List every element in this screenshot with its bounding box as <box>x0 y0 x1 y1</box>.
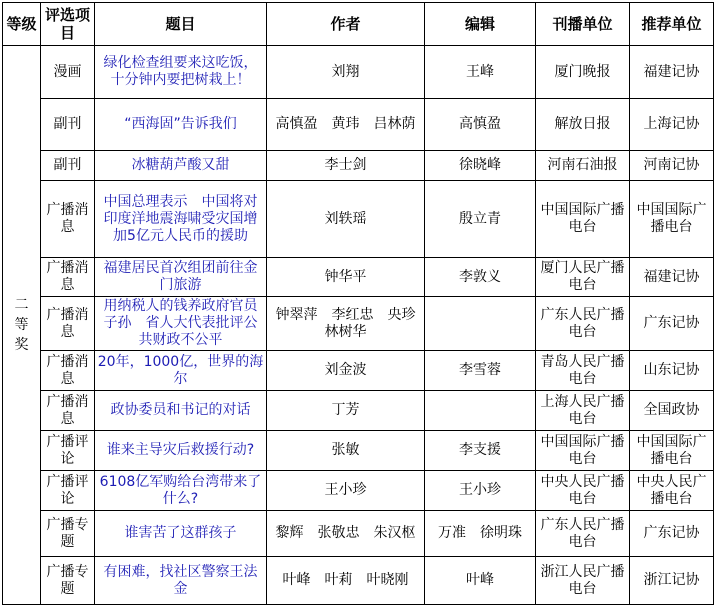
awards-table <box>2 2 714 605</box>
header-title: 题目 <box>95 3 267 46</box>
header-level: 等级 <box>3 3 41 46</box>
title-cell: 绿化检查组要来这吃饭，十分钟内要把树栽上！ <box>95 46 267 99</box>
category-cell: 广播消息 <box>41 258 95 297</box>
header-category: 评选项目 <box>41 3 95 46</box>
recommender-cell: 河南记协 <box>630 151 714 181</box>
table-row <box>3 258 714 297</box>
editor-cell: 殷立青 <box>425 181 536 258</box>
author-cell: 王小珍 <box>267 471 425 511</box>
title-cell: 有困难，找社区警察王法金 <box>95 557 267 605</box>
recommender-cell: 广东记协 <box>630 297 714 351</box>
category-cell: 广播消息 <box>41 181 95 258</box>
author-cell: 叶峰 叶莉 叶晓刚 <box>267 557 425 605</box>
table-row <box>3 351 714 391</box>
table-row <box>3 471 714 511</box>
publisher-cell: 青岛人民广播电台 <box>536 351 630 391</box>
recommender-cell: 福建记协 <box>630 258 714 297</box>
editor-cell: 叶峰 <box>425 557 536 605</box>
header-publisher: 刊播单位 <box>536 3 630 46</box>
table-row <box>3 151 714 181</box>
recommender-cell: 山东记协 <box>630 351 714 391</box>
category-cell: 副刊 <box>41 151 95 181</box>
publisher-cell: 广东人民广播电台 <box>536 511 630 557</box>
recommender-cell: 上海记协 <box>630 99 714 151</box>
category-cell: 广播消息 <box>41 351 95 391</box>
recommender-cell: 浙江记协 <box>630 557 714 605</box>
author-cell: 钟翠萍 李红忠 央珍 林树华 <box>267 297 425 351</box>
header-editor: 编辑 <box>425 3 536 46</box>
publisher-cell: 厦门晚报 <box>536 46 630 99</box>
table-row <box>3 297 714 351</box>
author-cell: 张敏 <box>267 431 425 471</box>
recommender-cell: 中央人民广播电台 <box>630 471 714 511</box>
title-cell: 中国总理表示 中国将对印度洋地震海啸受灾国增加5亿元人民币的援助 <box>95 181 267 258</box>
category-cell: 广播消息 <box>41 297 95 351</box>
table-row <box>3 431 714 471</box>
category-cell: 副刊 <box>41 99 95 151</box>
table-row <box>3 99 714 151</box>
table-row <box>3 511 714 557</box>
author-cell: 刘轶瑶 <box>267 181 425 258</box>
category-cell: 广播评论 <box>41 471 95 511</box>
editor-cell: 李雪蓉 <box>425 351 536 391</box>
editor-cell: 万准 徐明珠 <box>425 511 536 557</box>
editor-cell: 李敦义 <box>425 258 536 297</box>
author-cell: 刘翔 <box>267 46 425 99</box>
category-cell: 广播消息 <box>41 391 95 431</box>
recommender-cell: 中国国际广播电台 <box>630 181 714 258</box>
recommender-cell: 福建记协 <box>630 46 714 99</box>
publisher-cell: 中央人民广播电台 <box>536 471 630 511</box>
table-row <box>3 46 714 99</box>
editor-cell <box>425 391 536 431</box>
title-cell: 谁来主导灾后救援行动? <box>95 431 267 471</box>
editor-cell: 高慎盈 <box>425 99 536 151</box>
author-cell: 钟华平 <box>267 258 425 297</box>
title-cell: 6108亿军购给台湾带来了什么? <box>95 471 267 511</box>
award-level-cell <box>3 46 41 605</box>
publisher-cell: 广东人民广播电台 <box>536 297 630 351</box>
title-cell: 用纳税人的钱养政府官员子孙 省人大代表批评公共财政不公平 <box>95 297 267 351</box>
editor-cell: 李支援 <box>425 431 536 471</box>
title-cell: 20年，1000亿，世界的海尔 <box>95 351 267 391</box>
header-recommender: 推荐单位 <box>630 3 714 46</box>
editor-cell: 徐晓峰 <box>425 151 536 181</box>
publisher-cell: 中国国际广播电台 <box>536 181 630 258</box>
publisher-cell: 解放日报 <box>536 99 630 151</box>
recommender-cell: 广东记协 <box>630 511 714 557</box>
header-author: 作者 <box>267 3 425 46</box>
editor-cell: 王峰 <box>425 46 536 99</box>
category-cell: 广播专题 <box>41 557 95 605</box>
title-cell: “西海固”告诉我们 <box>95 99 267 151</box>
author-cell: 刘金波 <box>267 351 425 391</box>
author-cell: 黎辉 张敬忠 朱汉枢 <box>267 511 425 557</box>
title-cell: 政协委员和书记的对话 <box>95 391 267 431</box>
category-cell: 广播评论 <box>41 431 95 471</box>
category-cell: 广播专题 <box>41 511 95 557</box>
table-row <box>3 181 714 258</box>
author-cell: 李士剑 <box>267 151 425 181</box>
table-row <box>3 391 714 431</box>
table-row <box>3 557 714 605</box>
header-row <box>3 3 714 46</box>
publisher-cell: 中国国际广播电台 <box>536 431 630 471</box>
recommender-cell: 全国政协 <box>630 391 714 431</box>
publisher-cell: 上海人民广播电台 <box>536 391 630 431</box>
author-cell: 高慎盈 黄玮 吕林荫 <box>267 99 425 151</box>
recommender-cell: 中国国际广播电台 <box>630 431 714 471</box>
title-cell: 冰糖葫芦酸又甜 <box>95 151 267 181</box>
publisher-cell: 河南石油报 <box>536 151 630 181</box>
award-level: 二等奖 <box>14 297 29 353</box>
author-cell: 丁芳 <box>267 391 425 431</box>
title-cell: 谁害苦了这群孩子 <box>95 511 267 557</box>
category-cell: 漫画 <box>41 46 95 99</box>
title-cell: 福建居民首次组团前往金门旅游 <box>95 258 267 297</box>
publisher-cell: 浙江人民广播电台 <box>536 557 630 605</box>
editor-cell <box>425 297 536 351</box>
editor-cell: 王小珍 <box>425 471 536 511</box>
publisher-cell: 厦门人民广播电台 <box>536 258 630 297</box>
